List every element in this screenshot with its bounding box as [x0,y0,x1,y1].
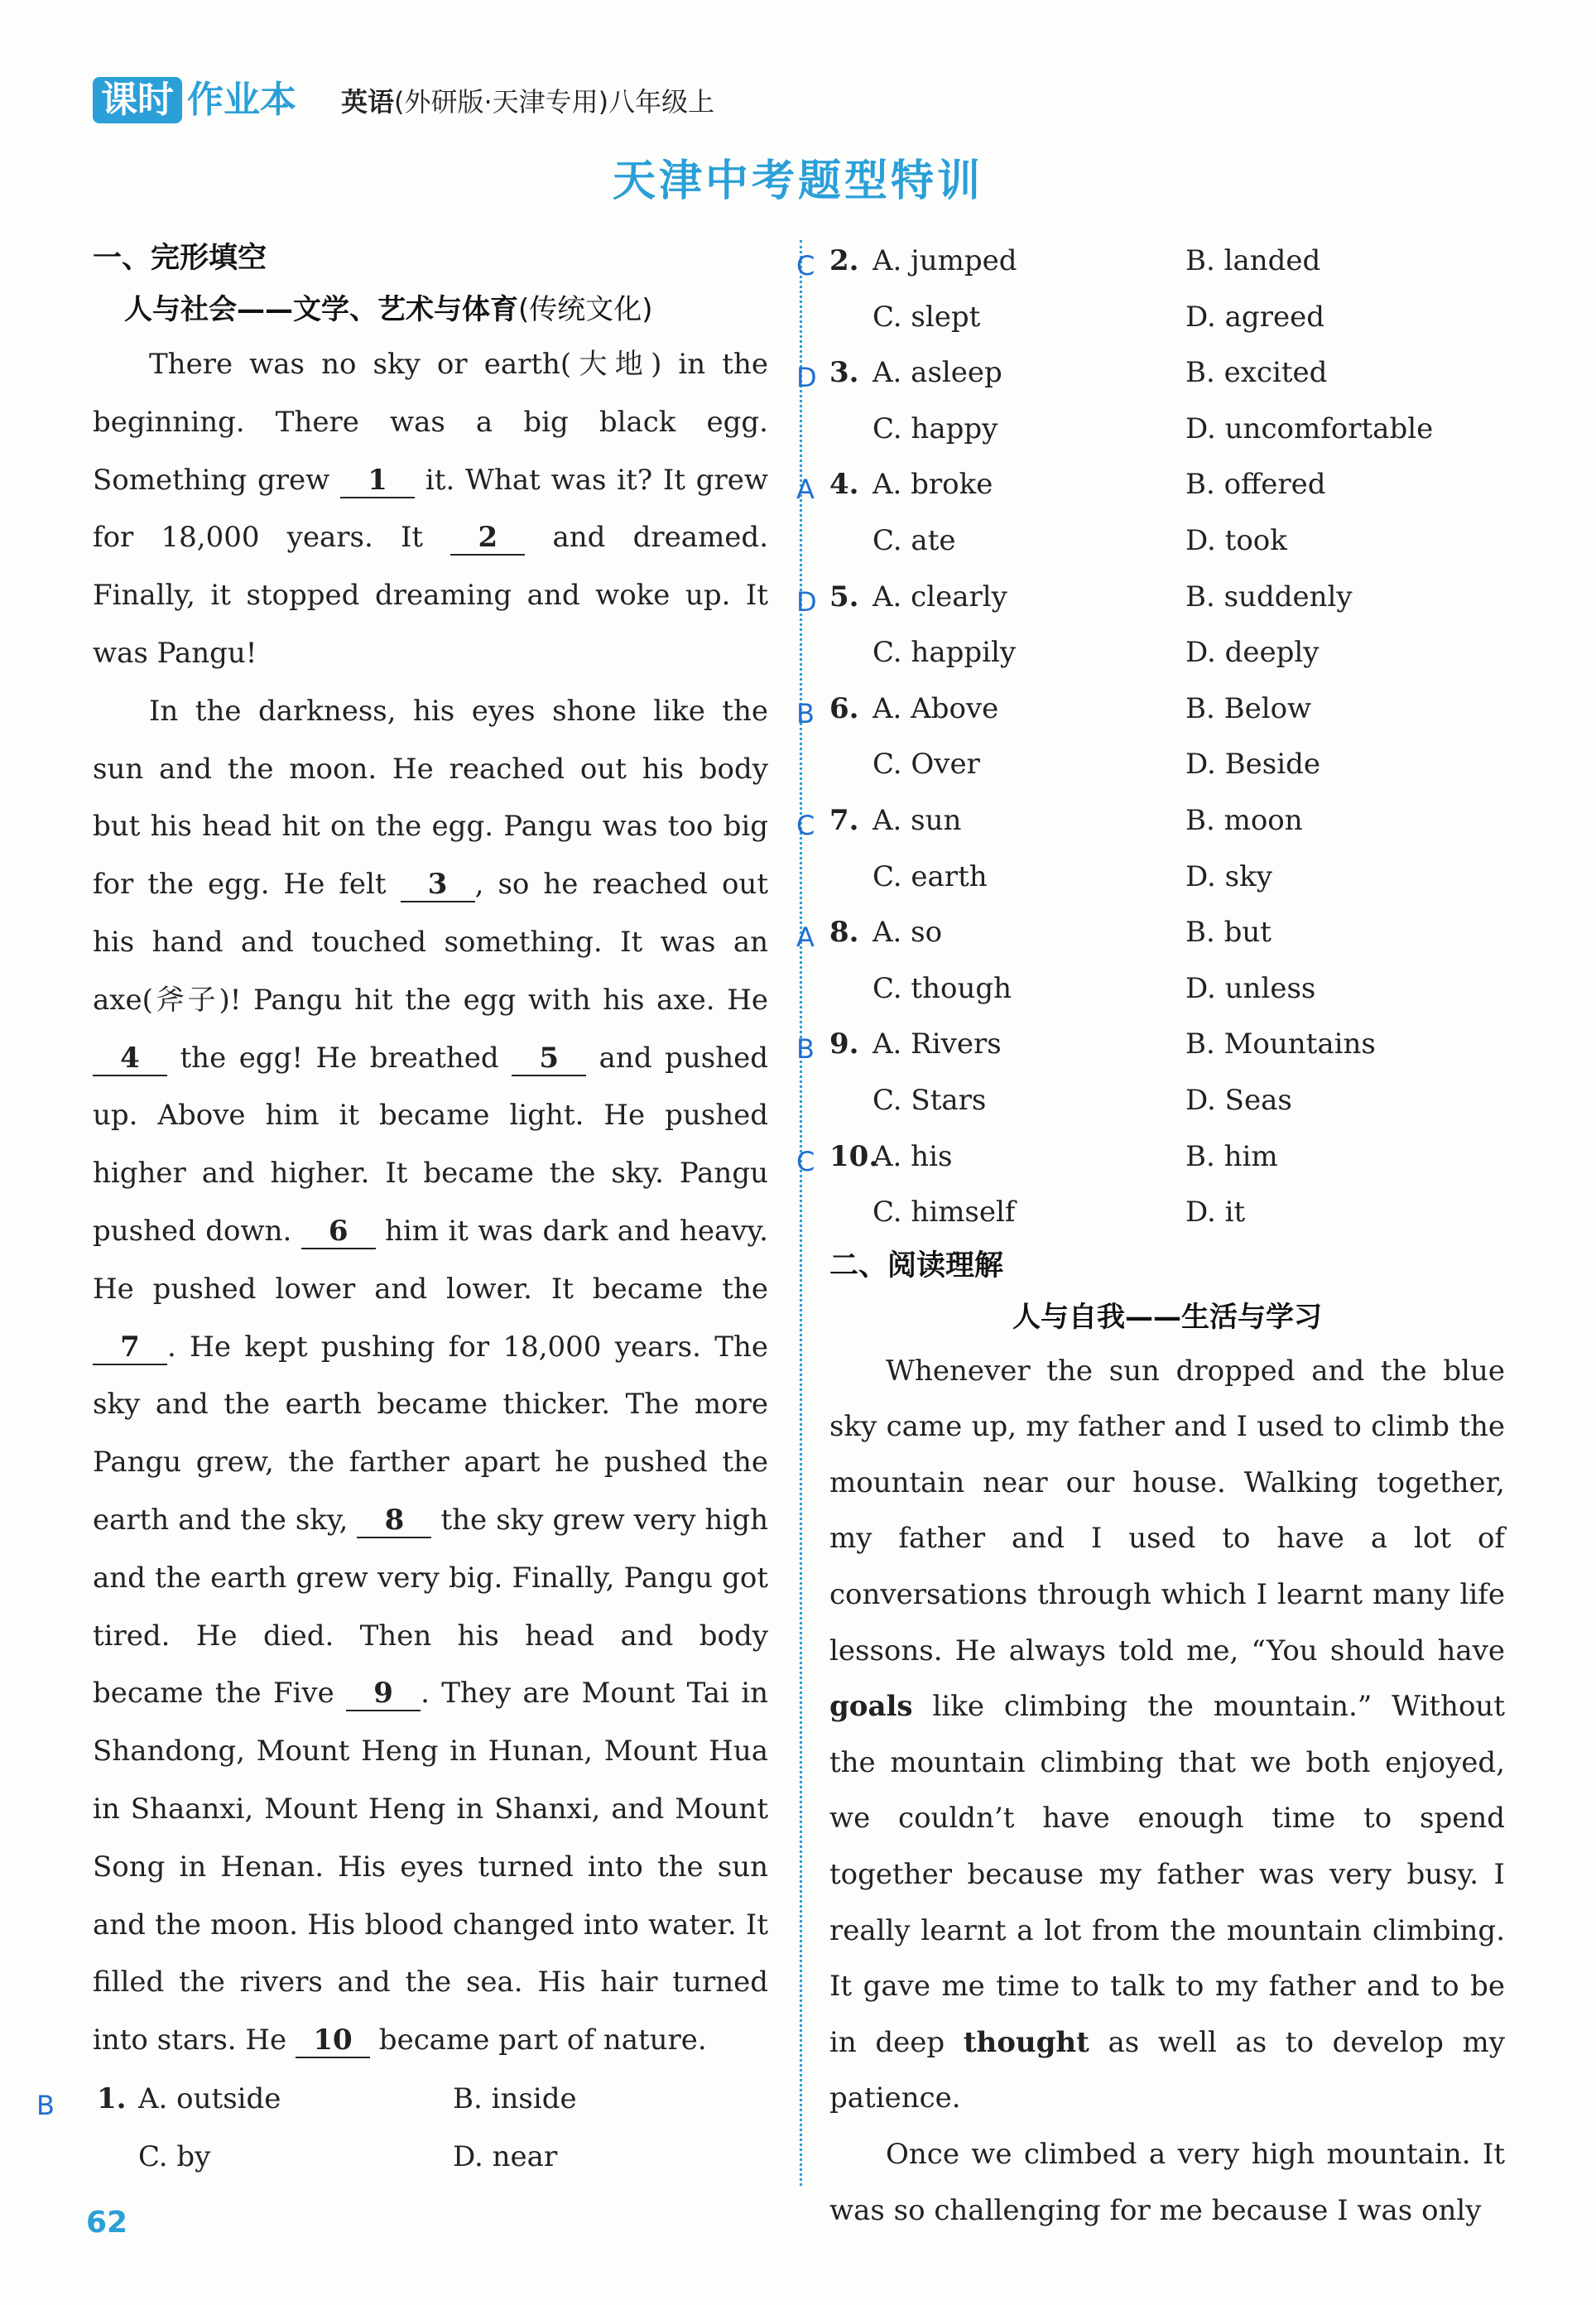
option-a: A. sun [873,803,962,837]
passage-text: . He kept pushing for 18,000 years. The sky and the earth became thicker. The more Pangu grew, the farther apart he pushed the earth and the sky, [93,1330,768,1537]
passage-paragraph [829,2127,1505,2239]
answer-mark: B [796,697,815,729]
right-column [796,233,1505,2239]
cloze-passage [93,336,768,2070]
passage-text: like climbing the mountain.” Without the mountain climbing that we both enjoyed, we couldn’t have enough time to spend together because my father was very busy. I really learnt a lot from the mountain climbing. It gave me time to talk to my father and to be in deep [829,1690,1505,2059]
option-d: D. unless [1185,971,1316,1005]
question-number: 5. [829,580,859,614]
option-a: A. his [873,1139,953,1173]
keyword-thought: thought [963,2025,1089,2059]
passage-text: the egg! He breathed [167,1041,512,1075]
question-number: 3. [829,356,859,390]
option-d: D. took [1185,523,1287,557]
question-row [829,1185,1505,1241]
option-d: D. uncomfortable [1185,411,1434,445]
option-c: C. slept [873,300,981,334]
option-a: A. Rivers [873,1027,1002,1061]
section2-subtitle: 人与自我——生活与学习 [1012,1300,1322,1334]
question-row [829,737,1505,793]
passage-text: it. What was it? It grew for 18,000 years. It [93,463,769,555]
question-row [796,1129,1505,1186]
question-row [796,793,1505,849]
passage-paragraph [93,336,768,683]
blank-9: 9 [346,1677,421,1711]
blank-4: 4 [93,1042,167,1076]
option-c: C. earth [873,859,988,893]
brand-box: 课时 [93,77,182,123]
section2-title: 二、阅读理解 [829,1249,1004,1282]
edition: (外研版·天津专用)八年级上 [394,86,715,118]
page-number: 62 [86,2206,128,2240]
option-a: A. so [873,916,943,950]
answer-mark: B [796,1033,815,1066]
option-d: D. deeply [1185,636,1320,670]
question-list-right [796,233,1505,1241]
question-list-left [36,2070,768,2186]
passage-text: Once we climbed a very high mountain. It was so challenging for me because I was only [829,2138,1505,2227]
passage-text: In the darkness, his eyes shone like the sun and the moon. He reached out his body but his head hit on the egg. Pangu was too big for the egg. He felt [93,694,768,902]
question-number: 10. [829,1139,879,1173]
question-row [829,1073,1505,1129]
option-b: B. inside [453,2081,577,2115]
passage-paragraph [93,683,768,2070]
question-row [829,513,1505,570]
option-a: A. broke [873,468,993,502]
passage-text: There was no sky or earth(大地) in the beginning. There was a big black egg. Something grew [93,348,768,497]
passage-text: Whenever the sun dropped and the blue sky came up, my father and I used to climb the mountain near our house. Walking together, my father and I used to have a lot of conversations through which I learnt many life lessons. He always told me, “You should have [829,1354,1505,1667]
option-a: A. asleep [873,356,1002,390]
passage-text: became part of nature. [370,2023,707,2057]
option-d: D. sky [1185,859,1272,893]
question-row [36,2070,768,2128]
question-row [796,570,1505,626]
question-number: 7. [829,803,859,837]
question-row [829,849,1505,906]
option-b: B. excited [1185,356,1328,390]
section1-subtitle-note: (传统文化) [518,293,653,326]
question-number: 6. [829,691,859,725]
question-row [796,457,1505,513]
book-info [341,81,714,119]
option-d: D. agreed [1185,300,1324,334]
blank-5: 5 [512,1042,586,1076]
option-d: D. near [453,2139,558,2173]
option-a: A. outside [138,2081,281,2115]
subject: 英语 [341,86,395,118]
option-d: D. it [1185,1196,1246,1229]
question-number: 2. [829,244,859,277]
blank-3: 3 [401,868,475,902]
answer-mark: C [796,809,815,841]
blank-7: 7 [93,1331,167,1365]
answer-mark: A [796,474,815,506]
option-a: A. Above [873,691,999,725]
option-a: A. clearly [873,580,1007,614]
brand-logo [93,76,296,124]
brand-text: 作业本 [187,79,296,121]
blank-1: 1 [340,464,415,498]
question-number: 8. [829,916,859,950]
option-b: B. landed [1185,244,1321,277]
option-d: D. Seas [1185,1083,1292,1117]
column-divider [800,240,802,2186]
passage-text: and pushed up. Above him it became light. He pushed higher and higher. It became the sky. Pangu pushed down. [93,1041,768,1248]
question-row [796,681,1505,738]
option-b: B. moon [1185,803,1303,837]
option-c: C. happy [873,411,998,445]
section1-title: 一、完形填空 [93,242,267,275]
reading-passage [829,1344,1505,2240]
option-c: C. happily [873,636,1017,670]
passage-text: as well as to develop my patience. [829,2025,1505,2115]
question-number: 1. [97,2081,127,2115]
option-b: B. Mountains [1185,1027,1376,1061]
answer-mark: A [796,922,815,954]
page-title: 天津中考题型特训 [612,156,983,206]
answer-mark: D [796,362,817,394]
question-row [796,233,1505,290]
option-c: C. ate [873,523,956,557]
option-b: B. suddenly [1185,580,1353,614]
option-c: C. though [873,971,1012,1005]
passage-text: him it was dark and heavy. He pushed lower and lower. It became the [93,1214,768,1306]
passage-text: , so he reached out his hand and touched something. It was an axe(斧子)! Pangu hit the egg with his axe. He [93,868,768,1017]
option-c: C. Stars [873,1083,987,1117]
passage-text: . They are Mount Tai in Shandong, Mount Heng in Hunan, Mount Hua in Shaanxi, Mount Heng in Shanxi, and Mount Song in Henan. His eyes turned into the sun and the moon. His blood changed into water. It filled the rivers and the sea. His hair turned into stars. He [93,1677,768,2057]
question-row [796,905,1505,961]
option-c: C. by [138,2139,211,2173]
keyword-goals: goals [829,1690,913,1724]
answer-mark: B [36,2089,55,2121]
question-row [829,961,1505,1018]
question-row [796,1017,1505,1073]
option-b: B. offered [1185,468,1326,502]
blank-8: 8 [357,1504,431,1538]
passage-text: the sky grew very high and the earth grew very big. Finally, Pangu got tired. He died. Then his head and body became the Five [93,1503,768,1711]
blank-10: 10 [296,2023,370,2058]
answer-mark: C [796,1145,815,1177]
passage-paragraph [829,1344,1505,2127]
question-number: 4. [829,468,859,502]
answer-mark: D [796,585,817,618]
option-b: B. him [1185,1139,1278,1173]
left-column [36,233,769,2186]
question-row [796,345,1505,402]
option-b: B. Below [1185,691,1312,725]
option-d: D. Beside [1185,748,1320,782]
option-b: B. but [1185,916,1272,950]
question-row [93,2128,768,2186]
blank-6: 6 [301,1215,376,1249]
section1-subtitle-text: 人与社会——文学、艺术与体育 [124,293,518,326]
option-c: C. Over [873,748,980,782]
question-row [829,402,1505,458]
answer-mark: C [796,250,815,282]
question-number: 9. [829,1027,859,1061]
passage-text: and dreamed. Finally, it stopped dreaming and woke up. It was Pangu! [93,521,768,670]
section1-subtitle [93,283,768,336]
option-a: A. jumped [873,244,1017,277]
question-row [829,290,1505,346]
option-c: C. himself [873,1196,1016,1229]
blank-2: 2 [450,521,525,556]
question-row [829,625,1505,681]
